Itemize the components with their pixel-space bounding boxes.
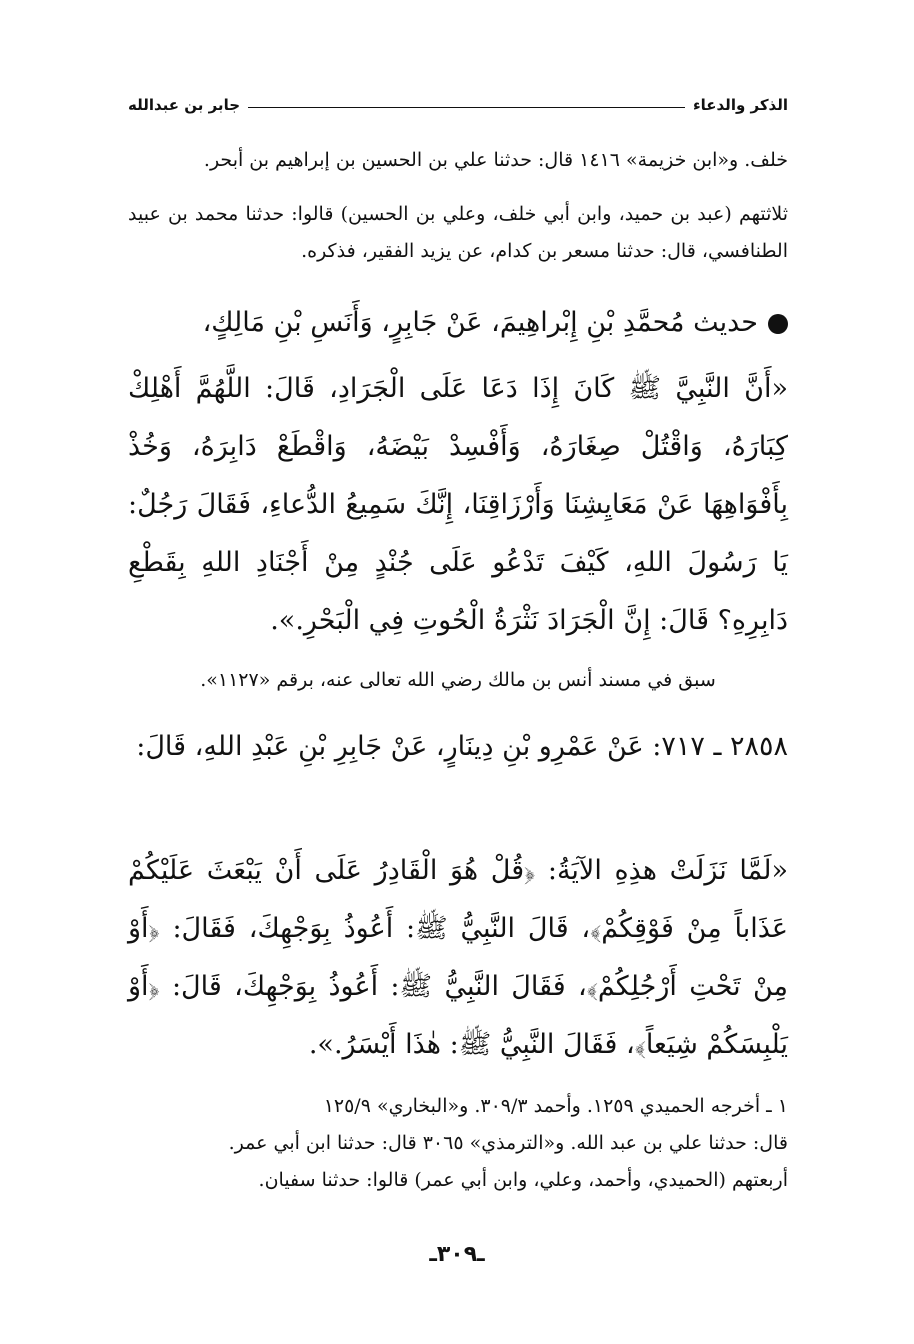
header-narrator: جابر بن عبدالله [128,96,241,114]
hadith1-reference [128,662,788,699]
hadith1-heading [128,294,788,352]
hadith1-text: «أَنَّ النَّبِيَّ ﷺ كَانَ إِذَا دَعَا عَلَى الْجَرَادِ، قَالَ: اللَّهُمَّ أَهْلِكْ كِبَارَهُ، وَاقْتُلْ صِغَارَهُ، وَأَفْسِدْ بَيْضَهُ، وَاقْطَعْ دَابِرَهُ، وَخُذْ بِأَفْوَاهِهَا عَنْ مَعَايِشِنَا وَأَرْزَاقِنَا، إِنَّكَ سَمِيعُ الدُّعاءِ، فَقَالَ رَجُلٌ: يَا رَسُولَ اللهِ، كَيْفَ تَدْعُو عَلَى جُنْدٍ مِنْ أَجْنَادِ اللهِ بِقَطْعِ دَابِرِهِ؟ قَالَ: إِنَّ الْجَرَادَ نَثْرَةُ الْحُوتِ فِي الْبَحْرِ.». [128,373,788,636]
header-section-title: الذكر والدعاء [692,96,788,114]
chain-note-text: ثلاثتهم (عبد بن حميد، وابن أبي خلف، وعلي بن الحسين) قالوا: حدثنا محمد بن عبيد الطنافسي، قال: حدثنا مسعر بن كدام، عن يزيد الفقير، فذكره. [128,203,788,262]
top-note-text: خلف. و«ابن خزيمة» ١٤١٦ قال: حدثنا علي بن الحسين بن إبراهيم بن أبحر. [203,149,788,171]
hadith1-reference-text: سبق في مسند أنس بن مالك رضي الله تعالى عنه، برقم «١١٢٧». [200,669,716,691]
hadith1-body [128,360,788,650]
page-number: ـ٣٠٩ـ [429,1242,485,1267]
hadith1-heading-text: حديث مُحمَّدِ بْنِ إِبْراهِيمَ، عَنْ جَابِرٍ، وَأَنَسِ بْنِ مَالِكٍ، [202,307,758,338]
running-header [128,88,788,114]
hadith2-heading-text: ٢٨٥٨ ـ ٧١٧: عَنْ عَمْرِو بْنِ دِينَارٍ، عَنْ جَابِرِ بْنِ عَبْدِ اللهِ، قَالَ: [136,731,788,762]
hadith2-text: «لَمَّا نَزَلَتْ هذِهِ الآيَةُ: ﴿قُلْ هُوَ الْقَادِرُ عَلَى أَنْ يَبْعَثَ عَلَيْكُمْ عَذَاباً مِنْ فَوْقِكُمْ﴾، قَالَ النَّبِيُّ ﷺ: أَعُوذُ بِوَجْهِكَ، فَقَالَ: ﴿أَوْ مِنْ تَحْتِ أَرْجُلِكُمْ﴾، فَقَالَ النَّبِيُّ ﷺ: أَعُوذُ بِوَجْهِكَ، قَالَ: ﴿أَوْ يَلْبِسَكُمْ شِيَعاً﴾، فَقَالَ النَّبِيُّ ﷺ: هٰذَا أَيْسَرُ.». [128,855,788,1060]
bullet-icon [768,314,788,334]
footnote-line-2: قال: حدثنا علي بن عبد الله. و«الترمذي» ٣٠٦٥ قال: حدثنا ابن أبي عمر. [228,1132,788,1154]
hadith2-body [128,842,788,1074]
footnote-line-1: ١ ـ أخرجه الحميدي ١٢٥٩. وأحمد ٣٠٩/٣. و«البخاري» ١٢٥/٩ [323,1095,788,1117]
top-note [128,142,788,179]
hadith2-heading [128,718,788,776]
footnote [128,1088,788,1199]
chain-note [128,196,788,270]
header-rule [248,107,685,108]
footnote-line-3: أربعتهم (الحميدي، وأحمد، وعلي، وابن أبي عمر) قالوا: حدثنا سفيان. [258,1169,788,1191]
